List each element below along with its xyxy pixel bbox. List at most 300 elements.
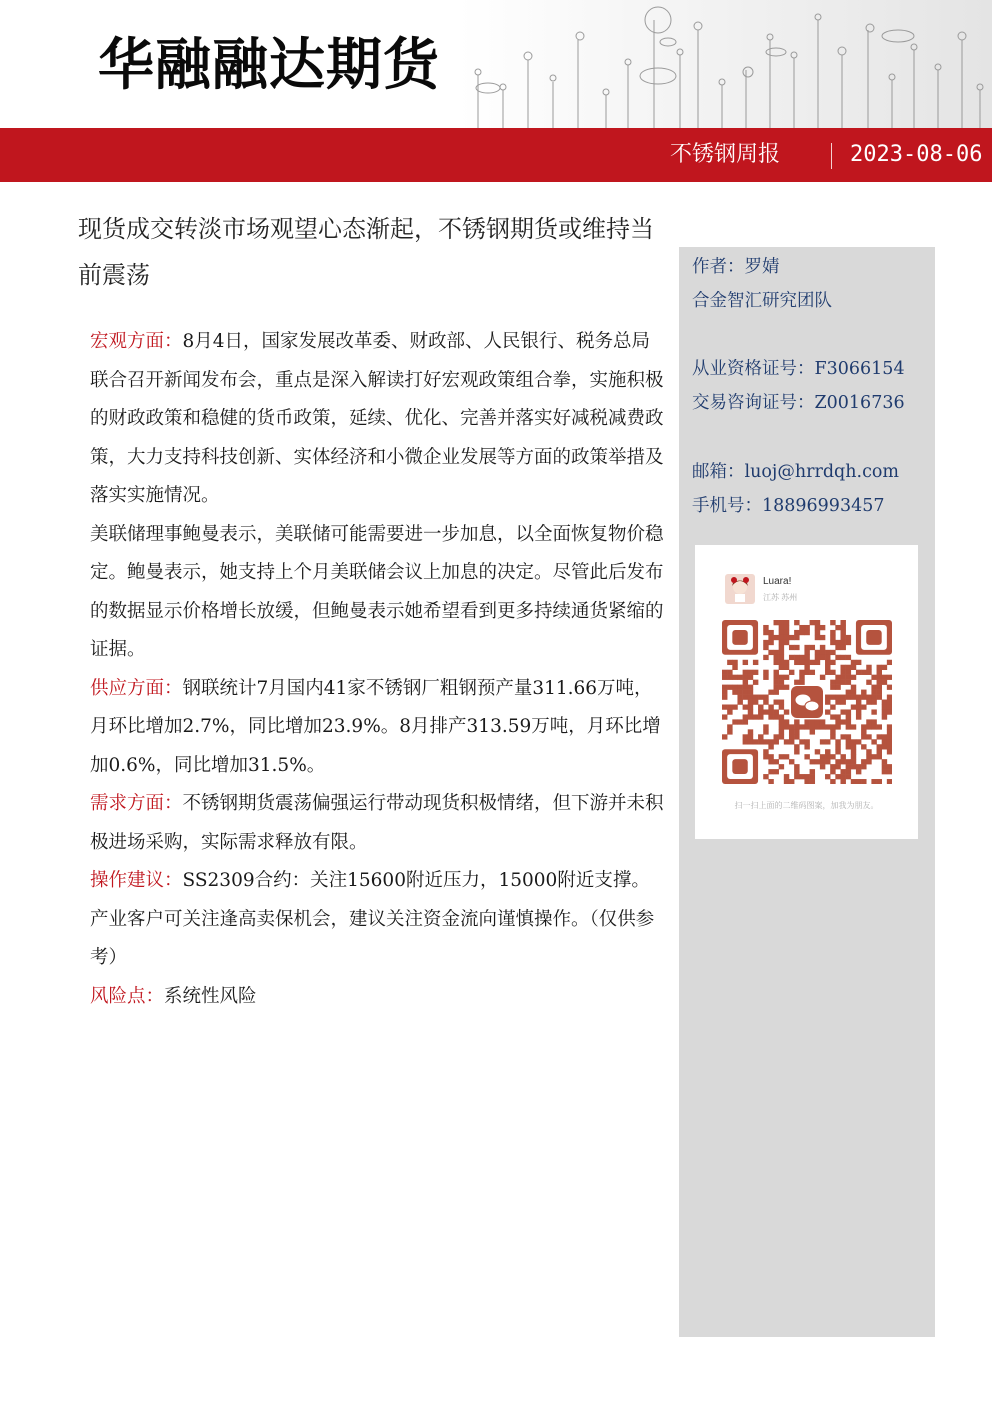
- qr-account-region: 江苏 苏州: [763, 593, 798, 602]
- qr-module: [768, 650, 773, 655]
- qr-module: [861, 724, 866, 729]
- qr-module: [784, 630, 789, 635]
- qr-module: [789, 724, 794, 729]
- qr-module: [799, 625, 804, 630]
- qr-module: [753, 714, 758, 719]
- qr-module: [851, 779, 856, 784]
- qr-module: [722, 734, 727, 739]
- qr-module: [840, 655, 845, 660]
- qr-module: [763, 640, 768, 645]
- qr-module: [882, 709, 887, 714]
- qr-module: [851, 749, 856, 754]
- qr-module: [877, 779, 882, 784]
- qr-module: [743, 695, 748, 700]
- qr-module: [815, 625, 820, 630]
- qr-module: [748, 739, 753, 744]
- qr-module: [794, 680, 799, 685]
- qr-module: [722, 690, 727, 695]
- qr-module: [815, 724, 820, 729]
- qr-module: [871, 739, 876, 744]
- qr-module: [753, 700, 758, 705]
- qr-module: [882, 700, 887, 705]
- qr-module: [779, 645, 784, 650]
- qr-module: [840, 759, 845, 764]
- qr-module: [835, 739, 840, 744]
- qr-module: [732, 719, 737, 724]
- qr-module: [887, 724, 892, 729]
- qr-module: [768, 779, 773, 784]
- qr-module: [799, 774, 804, 779]
- qr-module: [789, 739, 794, 744]
- qr-module: [774, 620, 779, 625]
- qr-module: [840, 630, 845, 635]
- report-type: 不锈钢周报: [670, 142, 781, 167]
- qr-module: [753, 660, 758, 665]
- qr-module: [722, 714, 727, 719]
- qr-module: [820, 645, 825, 650]
- qr-module: [779, 724, 784, 729]
- qr-module: [861, 690, 866, 695]
- qr-module: [840, 635, 845, 640]
- qr-module: [840, 675, 845, 680]
- qr-module: [815, 660, 820, 665]
- qr-module: [789, 734, 794, 739]
- qr-module: [835, 759, 840, 764]
- qr-module: [846, 774, 851, 779]
- qr-module: [810, 719, 815, 724]
- qr-module: [877, 749, 882, 754]
- qr-module: [830, 714, 835, 719]
- qr-module: [804, 724, 809, 729]
- qr-module: [846, 739, 851, 744]
- qr-module: [768, 759, 773, 764]
- qr-module: [779, 719, 784, 724]
- qr-module: [727, 709, 732, 714]
- qr-module: [825, 660, 830, 665]
- qr-module: [851, 764, 856, 769]
- qr-module: [774, 714, 779, 719]
- qr-module: [835, 655, 840, 660]
- qr-module: [851, 695, 856, 700]
- qr-module: [830, 650, 835, 655]
- qr-module: [820, 719, 825, 724]
- qr-module: [835, 774, 840, 779]
- qr-module: [830, 635, 835, 640]
- qr-module: [871, 709, 876, 714]
- qr-module: [748, 729, 753, 734]
- qr-module: [804, 719, 809, 724]
- qr-module: [743, 680, 748, 685]
- qr-module: [820, 635, 825, 640]
- qr-module: [840, 670, 845, 675]
- qr-finder-pattern: [866, 630, 881, 645]
- qr-module: [861, 764, 866, 769]
- qr-module: [753, 680, 758, 685]
- qr-module: [804, 650, 809, 655]
- qr-module: [774, 685, 779, 690]
- qr-module: [846, 640, 851, 645]
- qr-module: [804, 739, 809, 744]
- qr-module: [758, 739, 763, 744]
- qr-module: [810, 769, 815, 774]
- qr-module: [774, 759, 779, 764]
- qr-module: [727, 660, 732, 665]
- qr-module: [763, 739, 768, 744]
- qr-module: [794, 635, 799, 640]
- qr-module: [794, 744, 799, 749]
- qr-module: [830, 670, 835, 675]
- qr-module: [732, 685, 737, 690]
- qr-module: [846, 719, 851, 724]
- qr-module: [815, 635, 820, 640]
- qr-module: [779, 625, 784, 630]
- qr-module: [835, 714, 840, 719]
- qr-module: [882, 665, 887, 670]
- qr-module: [737, 695, 742, 700]
- qr-module: [810, 645, 815, 650]
- qr-module: [820, 655, 825, 660]
- qr-module: [732, 675, 737, 680]
- qr-module: [887, 709, 892, 714]
- qr-module: [815, 749, 820, 754]
- qr-module: [835, 680, 840, 685]
- qr-module: [804, 665, 809, 670]
- qr-module: [779, 655, 784, 660]
- qr-module: [727, 724, 732, 729]
- qr-module: [846, 635, 851, 640]
- qr-module: [779, 714, 784, 719]
- author-email[interactable]: 邮箱：luoj@hrrdqh.com: [692, 462, 900, 482]
- qr-module: [877, 695, 882, 700]
- qr-module: [784, 665, 789, 670]
- qr-module: [789, 670, 794, 675]
- qr-module: [835, 749, 840, 754]
- qr-module: [840, 774, 845, 779]
- qr-module: [722, 685, 727, 690]
- qr-module: [732, 660, 737, 665]
- qr-module: [861, 729, 866, 734]
- qr-module: [887, 660, 892, 665]
- qr-module: [851, 685, 856, 690]
- qr-module: [856, 764, 861, 769]
- qr-module: [743, 670, 748, 675]
- qr-module: [840, 695, 845, 700]
- qr-module: [794, 724, 799, 729]
- qr-module: [732, 690, 737, 695]
- qr-module: [830, 685, 835, 690]
- qr-module: [846, 769, 851, 774]
- qr-module: [887, 734, 892, 739]
- demand-paragraph: [90, 785, 666, 862]
- qr-module: [799, 655, 804, 660]
- qr-module: [851, 704, 856, 709]
- qr-module: [722, 670, 727, 675]
- qr-module: [779, 665, 784, 670]
- qr-module: [748, 695, 753, 700]
- qr-module: [774, 709, 779, 714]
- qr-module: [856, 695, 861, 700]
- qr-module: [748, 690, 753, 695]
- qr-module: [768, 690, 773, 695]
- qr-module: [779, 704, 784, 709]
- qr-module: [835, 700, 840, 705]
- qr-module: [763, 700, 768, 705]
- qr-module: [774, 655, 779, 660]
- qr-module: [820, 625, 825, 630]
- qr-module: [851, 724, 856, 729]
- qr-module: [789, 655, 794, 660]
- qr-module: [748, 709, 753, 714]
- qr-module: [774, 635, 779, 640]
- qr-module: [748, 734, 753, 739]
- supply-text: 钢联统计7月国内41家不锈钢厂粗钢预产量311.66万吨，月环比增加2.7%，同比增加23.9%。8月排产313.59万吨，月环比增加0.6%，同比增加31.5%。: [90, 677, 661, 776]
- qr-module: [815, 719, 820, 724]
- chat-bubble-icon: [805, 701, 819, 711]
- qr-module: [784, 660, 789, 665]
- qr-module: [835, 685, 840, 690]
- qr-module: [727, 675, 732, 680]
- qr-module: [856, 709, 861, 714]
- qr-module: [830, 704, 835, 709]
- qr-module: [815, 620, 820, 625]
- advice-text: SS2309合约：关注15600附近压力，15000附近支撑。产业客户可关注逢高卖保机会，建议关注资金流向谨慎操作。（仅供参考）: [90, 870, 655, 968]
- qr-module: [846, 695, 851, 700]
- qr-module: [846, 675, 851, 680]
- qr-module: [846, 709, 851, 714]
- qr-module: [887, 779, 892, 784]
- wechat-qr-code[interactable]: [722, 620, 892, 784]
- macro-text: 8月4日，国家发展改革委、财政部、人民银行、税务总局联合召开新闻发布会，重点是深入解读打好宏观政策组合拳，实施积极的财政政策和稳健的货币政策，延续、优化、完善并落实好减税减费政策，大力支持科技创新、实体经济和小微企业发展等方面的政策举措及落实实施情况。: [90, 331, 664, 506]
- qr-module: [820, 764, 825, 769]
- qr-module: [835, 695, 840, 700]
- qr-module: [815, 650, 820, 655]
- qr-module: [763, 675, 768, 680]
- qr-module: [887, 729, 892, 734]
- qr-module: [768, 635, 773, 640]
- qr-module: [753, 695, 758, 700]
- qr-module: [789, 779, 794, 784]
- qr-module: [851, 759, 856, 764]
- qr-module: [804, 774, 809, 779]
- risk-label: 风险点：: [90, 985, 165, 1007]
- qr-module: [732, 665, 737, 670]
- research-team: 合金智汇研究团队: [692, 291, 832, 311]
- qr-module: [871, 700, 876, 705]
- qr-module: [835, 675, 840, 680]
- qr-module: [810, 729, 815, 734]
- qr-module: [732, 704, 737, 709]
- qr-module: [835, 640, 840, 645]
- qr-module: [774, 734, 779, 739]
- qr-module: [722, 704, 727, 709]
- qr-module: [851, 665, 856, 670]
- qr-module: [835, 744, 840, 749]
- qr-module: [825, 650, 830, 655]
- qr-module: [722, 695, 727, 700]
- qr-module: [763, 655, 768, 660]
- macro-label: 宏观方面：: [90, 331, 183, 352]
- qr-module: [866, 695, 871, 700]
- qr-module: [810, 724, 815, 729]
- qr-module: [779, 685, 784, 690]
- qr-module: [743, 660, 748, 665]
- qr-module: [861, 704, 866, 709]
- qr-module: [830, 724, 835, 729]
- qr-module: [887, 769, 892, 774]
- qr-module: [784, 620, 789, 625]
- qr-module: [794, 734, 799, 739]
- demand-text: 不锈钢期货震荡偏强运行带动现货积极情绪，但下游并未积极进场采购，实际需求释放有限。: [90, 793, 664, 853]
- qr-module: [866, 665, 871, 670]
- qr-module: [825, 749, 830, 754]
- qr-module: [763, 724, 768, 729]
- qr-module: [779, 640, 784, 645]
- qr-module: [794, 660, 799, 665]
- qr-module: [743, 719, 748, 724]
- qr-module: [877, 690, 882, 695]
- qr-module: [727, 685, 732, 690]
- qr-module: [758, 709, 763, 714]
- qr-module: [851, 744, 856, 749]
- qr-module: [763, 645, 768, 650]
- qr-module: [877, 724, 882, 729]
- qr-module: [830, 734, 835, 739]
- qr-module: [779, 680, 784, 685]
- qr-module: [763, 749, 768, 754]
- advice-label: 操作建议：: [90, 870, 183, 891]
- qr-module: [887, 744, 892, 749]
- qr-module: [846, 670, 851, 675]
- qr-module: [882, 759, 887, 764]
- qr-module: [763, 729, 768, 734]
- qr-module: [820, 724, 825, 729]
- qr-module: [846, 734, 851, 739]
- qr-module: [768, 754, 773, 759]
- qr-module: [856, 739, 861, 744]
- qr-module: [866, 700, 871, 705]
- qr-module: [779, 650, 784, 655]
- qr-module: [722, 675, 727, 680]
- qr-module: [861, 670, 866, 675]
- qr-module: [846, 759, 851, 764]
- qr-module: [758, 714, 763, 719]
- qr-module: [840, 680, 845, 685]
- qr-module: [815, 759, 820, 764]
- qr-module: [825, 670, 830, 675]
- qr-module: [820, 739, 825, 744]
- qr-module: [830, 729, 835, 734]
- qr-module: [799, 675, 804, 680]
- qr-module: [810, 759, 815, 764]
- title-bar-divider: [831, 143, 832, 169]
- qr-module: [758, 695, 763, 700]
- qr-module: [743, 704, 748, 709]
- qr-module: [779, 734, 784, 739]
- qr-module: [804, 630, 809, 635]
- qr-module: [774, 675, 779, 680]
- qr-module: [727, 729, 732, 734]
- qr-module: [825, 739, 830, 744]
- qr-module: [779, 630, 784, 635]
- qr-module: [799, 680, 804, 685]
- qr-module: [768, 739, 773, 744]
- qr-module: [774, 700, 779, 705]
- qr-module: [794, 764, 799, 769]
- qr-module: [840, 665, 845, 670]
- qr-module: [830, 754, 835, 759]
- qr-module: [877, 685, 882, 690]
- qr-module: [799, 739, 804, 744]
- qr-module: [856, 779, 861, 784]
- qr-module: [799, 630, 804, 635]
- qr-module: [768, 769, 773, 774]
- qr-module: [856, 704, 861, 709]
- qr-module: [856, 670, 861, 675]
- qr-module: [825, 724, 830, 729]
- qr-module: [810, 779, 815, 784]
- qr-module: [784, 625, 789, 630]
- qr-module: [794, 630, 799, 635]
- qr-module: [804, 754, 809, 759]
- qr-module: [882, 704, 887, 709]
- qr-module: [877, 665, 882, 670]
- qr-module: [846, 680, 851, 685]
- qr-module: [825, 754, 830, 759]
- report-date: 2023-08-06: [850, 142, 983, 167]
- qr-module: [743, 675, 748, 680]
- qr-module: [748, 714, 753, 719]
- qr-module: [856, 700, 861, 705]
- qr-module: [815, 630, 820, 635]
- qr-module: [763, 695, 768, 700]
- page-header: [0, 0, 992, 128]
- qr-module: [784, 635, 789, 640]
- avatar-icon: [725, 574, 755, 604]
- qr-module: [825, 709, 830, 714]
- qr-module: [743, 714, 748, 719]
- qr-module: [866, 749, 871, 754]
- qr-module: [840, 625, 845, 630]
- qr-module: [871, 690, 876, 695]
- qr-module: [887, 739, 892, 744]
- qr-module: [877, 744, 882, 749]
- qr-module: [804, 660, 809, 665]
- qr-module: [758, 734, 763, 739]
- qr-module: [882, 714, 887, 719]
- qr-module: [768, 630, 773, 635]
- qr-module: [768, 704, 773, 709]
- demand-label: 需求方面：: [90, 793, 183, 814]
- qr-module: [727, 704, 732, 709]
- qr-module: [810, 620, 815, 625]
- qr-module: [825, 700, 830, 705]
- qr-module: [789, 635, 794, 640]
- qr-module: [763, 754, 768, 759]
- qr-module: [835, 724, 840, 729]
- qr-module: [830, 620, 835, 625]
- qr-module: [830, 779, 835, 784]
- qr-module: [840, 709, 845, 714]
- qr-module: [830, 769, 835, 774]
- qr-module: [815, 655, 820, 660]
- qr-module: [835, 625, 840, 630]
- qr-module: [871, 675, 876, 680]
- qr-module: [887, 675, 892, 680]
- qr-module: [835, 764, 840, 769]
- qr-module: [835, 645, 840, 650]
- qr-module: [779, 700, 784, 705]
- qr-module: [825, 759, 830, 764]
